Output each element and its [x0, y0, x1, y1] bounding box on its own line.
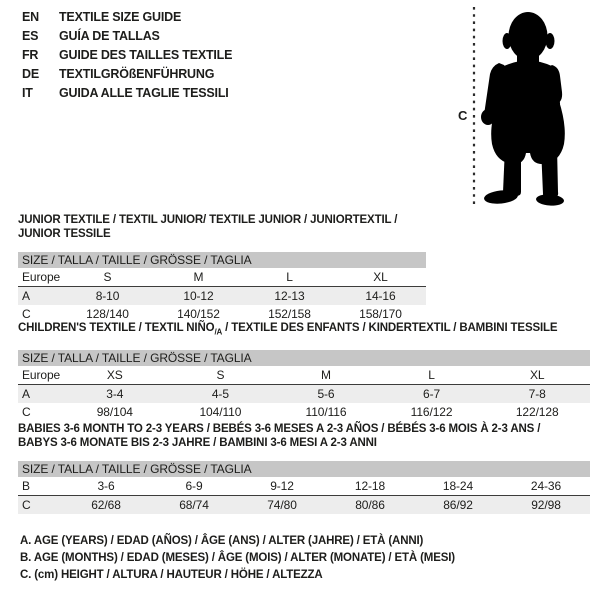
language-title: GUIDE DES TAILLES TEXTILE [59, 48, 233, 62]
row-label-cell: Europe [18, 268, 62, 287]
row-label-cell: C [22, 405, 31, 420]
language-row-de [22, 65, 232, 84]
baby-silhouette-shape [481, 12, 565, 206]
figure-height-label: C [458, 108, 468, 123]
row-label-cell: A [18, 385, 62, 404]
table-cell: 14-16 [335, 287, 426, 306]
section-title-line1: BABIES 3-6 MONTH TO 2-3 YEARS / BEBÉS 3-6 MESES A 2-3 AÑOS / BÉBÉS 3-6 MOIS À 2-3 ANS / [18, 423, 541, 435]
language-list [22, 8, 232, 103]
row-label-cell: A [18, 287, 62, 306]
table-cell: 24-36 [502, 477, 590, 496]
language-row-en [22, 8, 232, 27]
language-code: FR [22, 48, 39, 62]
table-cell: S [62, 268, 153, 287]
table-cell: 98/104 [96, 405, 133, 420]
table-cell: L [379, 366, 485, 385]
table-row [18, 403, 590, 421]
table-row [18, 496, 590, 515]
table-cell: 12-18 [326, 477, 414, 496]
language-title: GUIDA ALLE TAGLIE TESSILI [59, 86, 229, 100]
section-title-subscript: /A [214, 327, 223, 337]
table-cell: 140/152 [177, 307, 220, 321]
table-cell: 86/92 [414, 496, 502, 515]
table-cell: 128/140 [86, 307, 129, 321]
language-title: TEXTILGRÖßENFÜHRUNG [59, 67, 215, 81]
section-children-textile [18, 321, 590, 421]
table-row [18, 385, 590, 404]
table-cell: 80/86 [326, 496, 414, 515]
table-cell: 10-12 [153, 287, 244, 306]
table-row [18, 268, 426, 287]
table-cell: 5-6 [273, 385, 379, 404]
language-code: EN [22, 10, 39, 24]
table-header-bar [18, 252, 426, 268]
table-cell: 158/170 [359, 307, 402, 321]
legend-notes [20, 533, 455, 584]
table-cell: 6-9 [150, 477, 238, 496]
size-header-cell: SIZE / TALLA / TAILLE / GRÖSSE / TAGLIA [18, 350, 590, 366]
table-cell: 62/68 [62, 496, 150, 515]
table-cell: 4-5 [168, 385, 274, 404]
table-cell: S [168, 366, 274, 385]
section-title-part: / TEXTILE DES ENFANTS / KINDERTEXTIL / BAMBINI TESSILE [222, 322, 558, 334]
section-title [18, 321, 590, 339]
row-label-cell: C [18, 496, 62, 515]
section-title-line2: BABYS 3-6 MONATE BIS 2-3 JAHRE / BAMBINI 3-6 MESI A 2-3 ANNI [18, 437, 377, 449]
language-code: ES [22, 29, 39, 43]
table-cell: 116/122 [410, 405, 453, 420]
table-row [18, 287, 426, 306]
table-cell: 3-6 [62, 477, 150, 496]
language-title: GUÍA DE TALLAS [59, 29, 160, 43]
table-cell: XL [484, 366, 590, 385]
table-header-bar [18, 461, 590, 477]
size-header-cell: SIZE / TALLA / TAILLE / GRÖSSE / TAGLIA [18, 461, 590, 477]
table-cell: 18-24 [414, 477, 502, 496]
section-babies-textile [18, 422, 590, 514]
table-cell: 92/98 [502, 496, 590, 515]
table-cell: 8-10 [62, 287, 153, 306]
table-cell: L [244, 268, 335, 287]
table-row [18, 366, 590, 385]
table-header-bar [18, 350, 590, 366]
note-height-cm: C. (cm) HEIGHT / ALTURA / HAUTEUR / HÖHE / ALTEZZA [20, 569, 323, 581]
table-cell: 104/110 [199, 405, 242, 420]
table-row [18, 477, 590, 496]
babies-size-table [18, 461, 590, 514]
children-size-table [18, 350, 590, 421]
table-cell: 68/74 [150, 496, 238, 515]
table-cell: 6-7 [379, 385, 485, 404]
baby-silhouette-icon [455, 5, 595, 207]
language-row-es [22, 27, 232, 46]
table-cell: 3-4 [62, 385, 168, 404]
section-title-part: CHILDREN'S TEXTILE / TEXTIL NIÑO [18, 322, 215, 334]
row-label-cell: C [22, 307, 31, 321]
junior-size-table [18, 252, 426, 323]
language-title: TEXTILE SIZE GUIDE [59, 10, 182, 24]
note-age-months: B. AGE (MONTHS) / EDAD (MESES) / ÂGE (MOIS) / ALTER (MONATE) / ETÀ (MESI) [20, 552, 455, 564]
table-cell: 74/80 [238, 496, 326, 515]
language-code: IT [22, 86, 33, 100]
row-label-cell: Europe [18, 366, 62, 385]
size-header-cell: SIZE / TALLA / TAILLE / GRÖSSE / TAGLIA [18, 252, 426, 268]
table-cell: 12-13 [244, 287, 335, 306]
table-cell: 152/158 [268, 307, 311, 321]
language-row-it [22, 84, 232, 103]
section-title: JUNIOR TEXTILE / TEXTIL JUNIOR/ TEXTILE JUNIOR / JUNIORTEXTIL / JUNIOR TESSILE [18, 214, 398, 240]
note-age-years: A. AGE (YEARS) / EDAD (AÑOS) / ÂGE (ANS) / ALTER (JAHRE) / ETÀ (ANNI) [20, 535, 424, 547]
section-title [18, 422, 590, 450]
language-row-fr [22, 46, 232, 65]
table-cell: 110/116 [305, 405, 347, 420]
row-label-cell: B [18, 477, 62, 496]
table-cell: M [153, 268, 244, 287]
table-cell: M [273, 366, 379, 385]
table-cell: XS [62, 366, 168, 385]
language-code: DE [22, 67, 39, 81]
table-cell: 7-8 [484, 385, 590, 404]
table-cell: XL [335, 268, 426, 287]
table-cell: 9-12 [238, 477, 326, 496]
section-junior-textile [18, 213, 426, 323]
baby-figure [455, 5, 595, 207]
table-cell: 122/128 [515, 405, 559, 420]
